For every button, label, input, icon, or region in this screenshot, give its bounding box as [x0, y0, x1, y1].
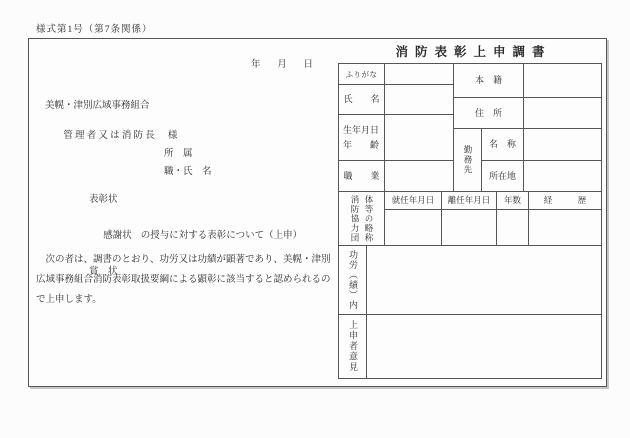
award-line-certificate: 表彰状 — [89, 195, 118, 205]
award-gratitude-label: 感謝状 — [103, 231, 132, 241]
document-frame — [28, 38, 607, 387]
address-value-cell — [523, 97, 602, 128]
date-month-label: 月 — [277, 60, 287, 70]
merit-label — [338, 245, 366, 314]
date-day-label: 日 — [303, 60, 313, 70]
domicile-value-cell — [523, 63, 602, 97]
domicile-label: 本 籍 — [453, 63, 523, 97]
appointment-date-header: 就任年月日 — [384, 191, 441, 209]
organization-name: 美幌・津別広域事務組合 — [45, 101, 150, 111]
departure-date-header: 離任年月日 — [441, 191, 496, 209]
occupation-label: 職 業 — [338, 160, 384, 191]
position-name-label: 職・氏 名 — [164, 167, 212, 177]
workplace-name-label: 名 称 — [481, 128, 523, 160]
petitioner-opinion-label — [338, 314, 366, 379]
workplace-address-label: 所在地 — [481, 160, 523, 191]
age-label: 年 齢 — [343, 139, 380, 150]
workplace-label — [453, 128, 481, 191]
addressee-title: 管理者又は消防長 — [63, 131, 157, 141]
cooperation-org-label — [338, 191, 384, 245]
workplace-name-value-cell — [523, 128, 602, 160]
birthdate-label: 生年月日 — [343, 124, 380, 135]
years-value-cell — [496, 209, 528, 245]
honorific-sama: 様 — [167, 131, 178, 141]
name-value-cell — [384, 84, 453, 114]
petitioner-opinion-label-text: 上申者意見 — [348, 320, 358, 373]
birthdate-age-label — [338, 114, 384, 160]
name-label: 氏 名 — [338, 84, 384, 114]
appointment-date-value-cell — [384, 209, 441, 245]
affiliation-label: 所 属 — [164, 149, 193, 159]
departure-date-value-cell — [441, 209, 496, 245]
merit-value-cell — [366, 245, 602, 314]
occupation-value-cell — [384, 160, 453, 191]
furigana-value-cell — [384, 63, 453, 84]
career-value-cell — [528, 209, 602, 245]
page-title: 消防表彰上申調書 — [395, 45, 552, 59]
merit-label-text: 功労（績）内 — [348, 250, 358, 310]
date-line — [251, 56, 313, 70]
career-header: 経 歴 — [528, 191, 602, 209]
cooperation-org-label-col2: 体等の略称 — [364, 194, 374, 243]
body-paragraph: 次の者は、調書のとおり、功労又は功績が顕著であり、美幌・津別広域事務組合消防表彰取扱要綱による顕彰に該当すると認められるので上申します。 — [36, 255, 331, 305]
years-header: 年数 — [496, 191, 528, 209]
workplace-label-text: 勤務先 — [463, 145, 473, 175]
award-line-prize: 賞 状 — [89, 267, 118, 277]
cooperation-org-label-col1: 消防協力団 — [350, 194, 360, 243]
award-subject-text: の授与に対する表彰について（上申） — [140, 231, 303, 241]
personal-info-table — [338, 63, 602, 379]
address-label: 住 所 — [453, 97, 523, 128]
petitioner-opinion-value-cell — [366, 314, 602, 379]
form-number: 様式第1号（第7条関係） — [36, 25, 153, 35]
workplace-address-value-cell — [523, 160, 602, 191]
date-year-label: 年 — [251, 60, 261, 70]
birthdate-age-value-cell — [384, 114, 453, 160]
addressee-line — [45, 118, 177, 154]
furigana-label: ふりがな — [338, 63, 384, 84]
